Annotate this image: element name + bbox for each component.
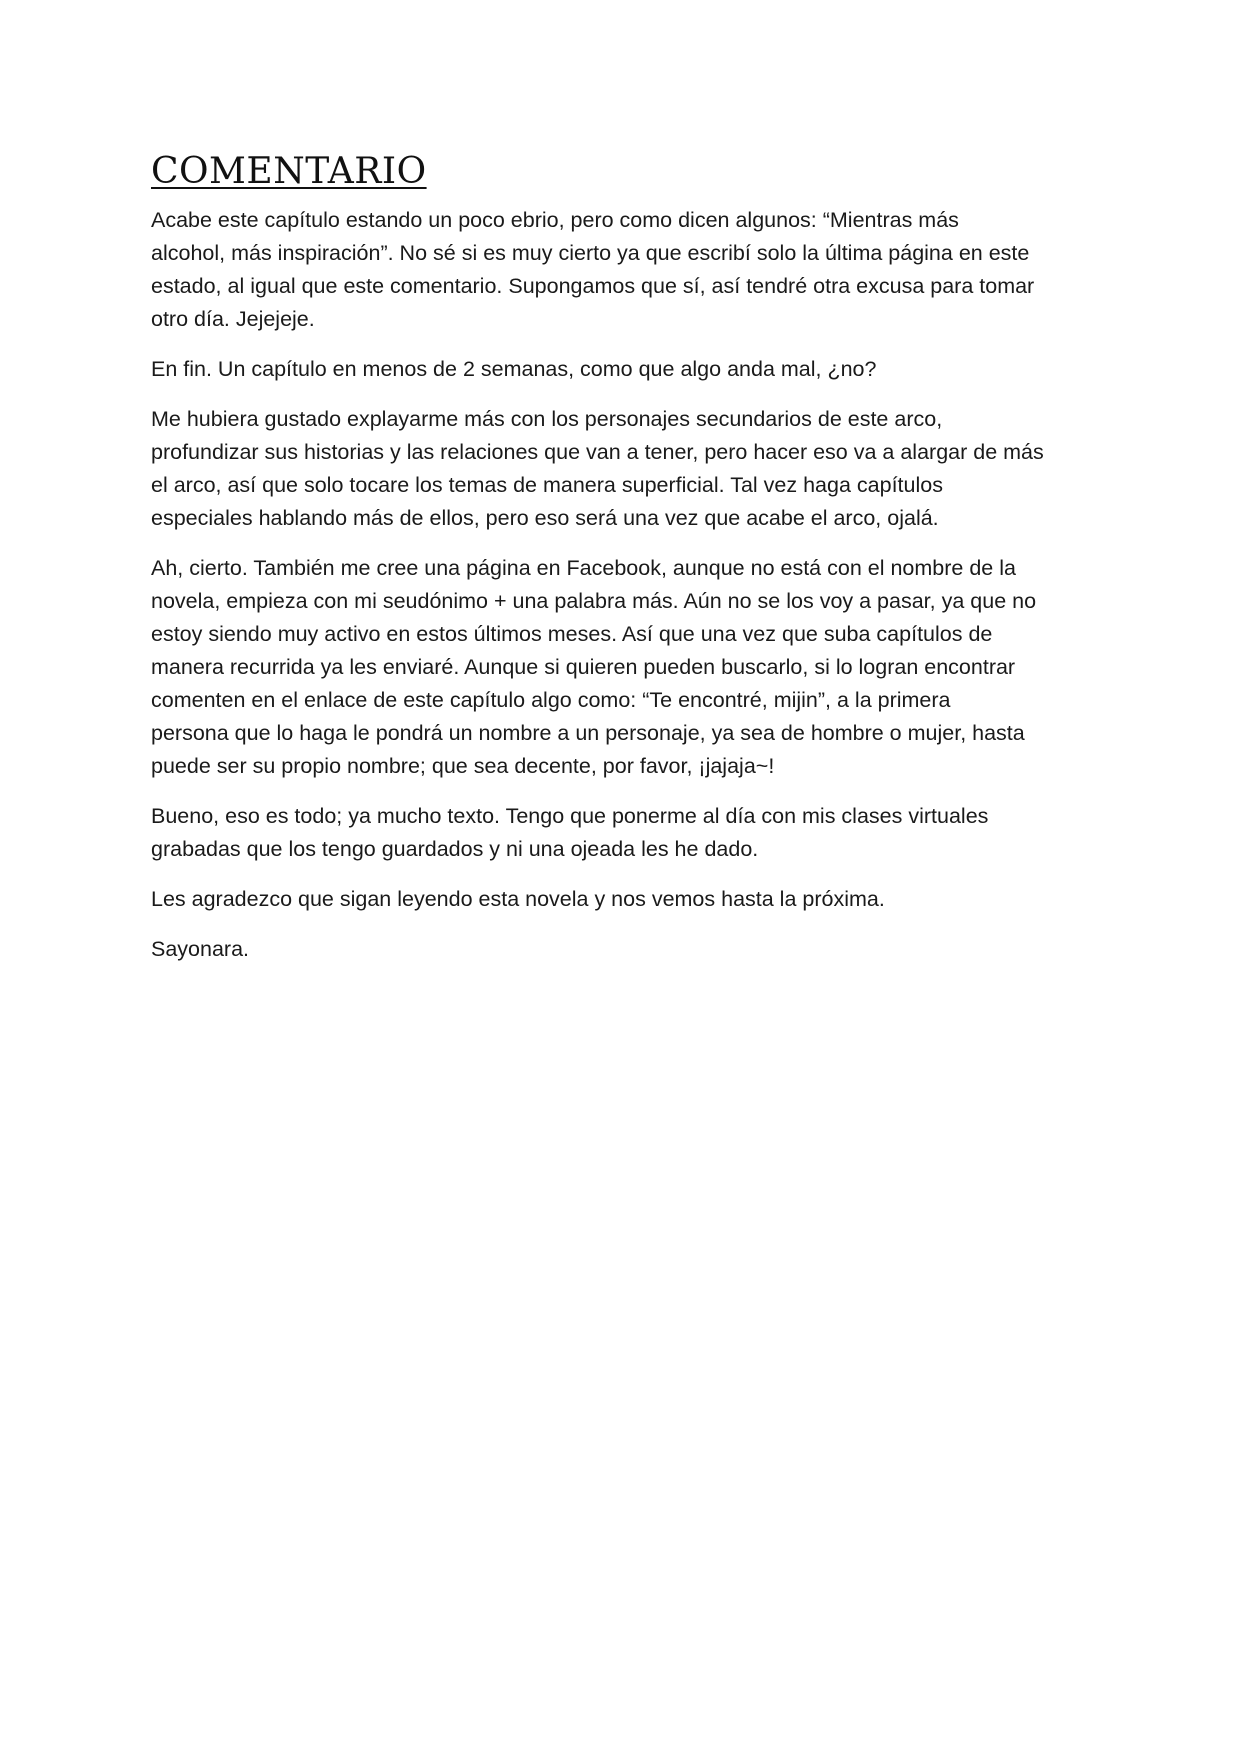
text-line: otro día. Jejejeje. bbox=[151, 307, 315, 331]
text-line: persona que lo haga le pondrá un nombre a un personaje, ya sea de hombre o mujer, hasta bbox=[151, 721, 1025, 745]
text-line: especiales hablando más de ellos, pero eso será una vez que acabe el arco, ojalá. bbox=[151, 506, 939, 530]
document-body bbox=[151, 150, 1096, 983]
text-line: Bueno, eso es todo; ya mucho texto. Tengo que ponerme al día con mis clases virtuales bbox=[151, 804, 989, 828]
text-line: Ah, cierto. También me cree una página en Facebook, aunque no está con el nombre de la bbox=[151, 556, 1016, 580]
text-line: estado, al igual que este comentario. Supongamos que sí, así tendré otra excusa para tomar bbox=[151, 274, 1035, 298]
paragraph bbox=[151, 403, 1096, 535]
text-line: Me hubiera gustado explayarme más con los personajes secundarios de este arco, bbox=[151, 407, 943, 431]
text-line: grabadas que los tengo guardados y ni una ojeada les he dado. bbox=[151, 837, 759, 861]
text-line: manera recurrida ya les enviaré. Aunque si quieren pueden buscarlo, si lo logran encontrar bbox=[151, 655, 1016, 679]
text-line: Acabe este capítulo estando un poco ebrio, pero como dicen algunos: “Mientras más bbox=[151, 208, 959, 232]
paragraph bbox=[151, 353, 1096, 386]
text-line: comenten en el enlace de este capítulo algo como: “Te encontré, mijin”, a la primera bbox=[151, 688, 951, 712]
text-line: Sayonara. bbox=[151, 937, 250, 961]
text-line: alcohol, más inspiración”. No sé si es muy cierto ya que escribí solo la última página en este bbox=[151, 241, 1030, 265]
text-line: Les agradezco que sigan leyendo esta novela y nos vemos hasta la próxima. bbox=[151, 887, 885, 911]
text-line: puede ser su propio nombre; que sea decente, por favor, ¡jajaja~! bbox=[151, 754, 775, 778]
text-line: novela, empieza con mi seudónimo + una palabra más. Aún no se los voy a pasar, ya que no bbox=[151, 589, 1037, 613]
text-line: estoy siendo muy activo en estos últimos meses. Así que una vez que suba capítulos de bbox=[151, 622, 993, 646]
text-line: profundizar sus historias y las relaciones que van a tener, pero hacer eso va a alargar de más bbox=[151, 440, 1044, 464]
paragraph bbox=[151, 800, 1096, 866]
paragraph bbox=[151, 204, 1096, 336]
paragraph bbox=[151, 933, 1096, 966]
paragraph bbox=[151, 883, 1096, 916]
paragraph bbox=[151, 552, 1096, 783]
text-line: el arco, así que solo tocare los temas de manera superficial. Tal vez haga capítulos bbox=[151, 473, 943, 497]
text-line: En fin. Un capítulo en menos de 2 semanas, como que algo anda mal, ¿no? bbox=[151, 357, 877, 381]
page-title: COMENTARIO bbox=[151, 151, 427, 192]
